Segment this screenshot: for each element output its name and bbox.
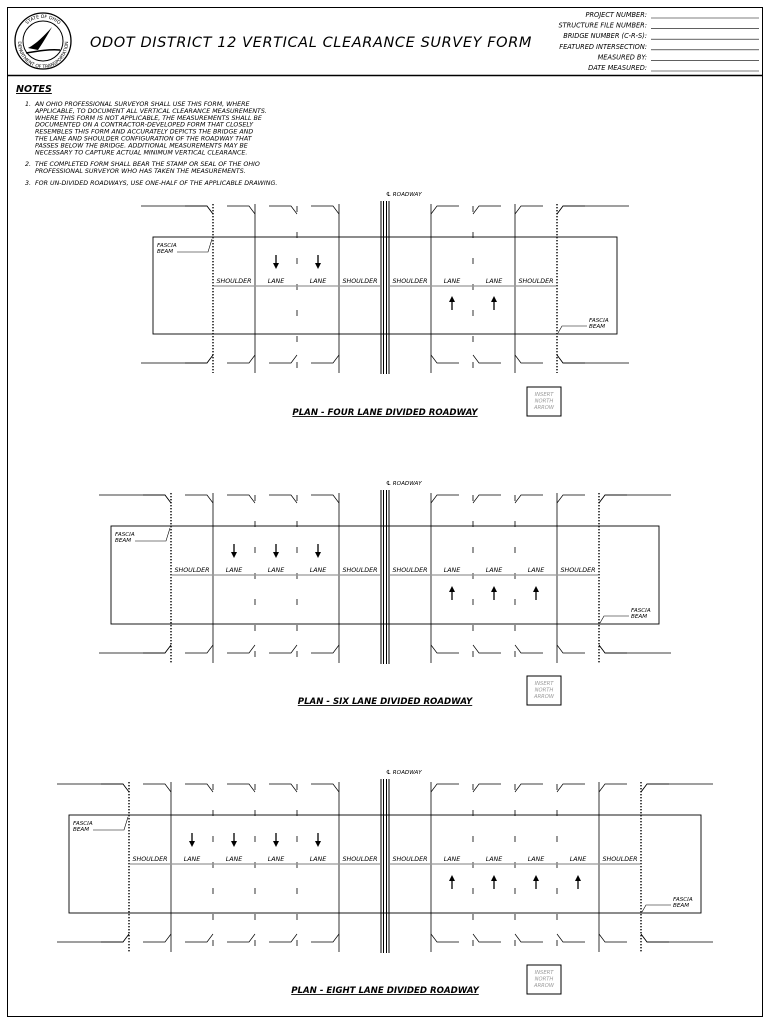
survey-tick-top (473, 206, 501, 214)
survey-tick-bottom (185, 355, 213, 363)
arrow-down-icon (315, 544, 321, 558)
seal-top-text: STATE OF OHIO (25, 14, 61, 26)
header-field-label: MEASURED BY: (597, 53, 647, 62)
survey-tick-top (227, 206, 255, 214)
fascia-beam-label-left (73, 817, 128, 833)
roadway-centerline-label: ℄ ROADWAY (386, 481, 422, 487)
fascia-beam-label-right (600, 608, 651, 623)
survey-tick-bottom (557, 355, 585, 363)
note-number: 3. (25, 180, 32, 187)
survey-tick-bottom (515, 934, 543, 942)
shoulder-label: SHOULDER (392, 567, 428, 574)
survey-tick-bottom (269, 355, 297, 363)
survey-tick-top (311, 784, 339, 792)
arrow-down-icon (231, 544, 237, 558)
shoulder-label: SHOULDER (132, 856, 168, 863)
survey-tick-bottom (143, 934, 171, 942)
arrow-up-icon (533, 875, 539, 889)
arrow-up-icon (449, 296, 455, 310)
survey-tick-bottom (599, 645, 627, 653)
arrow-down-icon (231, 833, 237, 847)
lane-label: LANE (267, 278, 285, 285)
survey-tick-top (515, 495, 543, 503)
arrow-up-icon (575, 875, 581, 889)
note-line: DOCUMENTED ON A CONTRACTOR-DEVELOPED FORM THAT CLOSELY (35, 121, 254, 129)
survey-tick-top (431, 784, 459, 792)
survey-tick-top (269, 495, 297, 503)
plan-drawing (57, 769, 713, 996)
fascia-label-text: FASCIA (157, 243, 177, 249)
survey-tick-top (269, 206, 297, 214)
survey-tick-bottom (99, 645, 171, 653)
shoulder-label: SHOULDER (216, 278, 252, 285)
notes-body (25, 101, 277, 187)
plan-title: PLAN - EIGHT LANE DIVIDED ROADWAY (291, 986, 479, 996)
survey-tick-bottom (143, 645, 171, 653)
notes-heading: NOTES (16, 84, 52, 95)
survey-tick-bottom (269, 645, 297, 653)
lane-label: LANE (267, 567, 285, 574)
survey-tick-top (599, 495, 671, 503)
survey-tick-bottom (515, 645, 543, 653)
survey-tick-bottom (599, 934, 627, 942)
survey-tick-bottom (101, 934, 129, 942)
fascia-label-text: FASCIA (73, 821, 93, 827)
survey-tick-bottom (557, 645, 585, 653)
roadway-centerline-label: ℄ ROADWAY (386, 192, 422, 198)
survey-tick-top (599, 495, 627, 503)
form-title: ODOT DISTRICT 12 VERTICAL CLEARANCE SURVEY FORM (90, 35, 532, 51)
survey-tick-bottom (431, 645, 459, 653)
fascia-label-text: BEAM (631, 614, 648, 620)
note-line: WHERE THIS FORM IS NOT APPLICABLE, THE MEASUREMENTS SHALL BE (35, 114, 262, 122)
lane-label: LANE (443, 278, 461, 285)
note-line: FOR UN-DIVIDED ROADWAYS, USE ONE-HALF OF THE APPLICABLE DRAWING. (35, 180, 278, 187)
survey-tick-bottom (473, 934, 501, 942)
survey-tick-bottom (311, 355, 339, 363)
header-field-label: FEATURED INTERSECTION: (559, 42, 647, 51)
note-line: APPLICABLE, TO DOCUMENT ALL VERTICAL CLEARANCE MEASUREMENTS. (35, 107, 267, 115)
survey-tick-bottom (141, 355, 213, 363)
survey-tick-bottom (185, 934, 213, 942)
survey-tick-bottom (311, 934, 339, 942)
north-arrow-text: INSERT (534, 970, 554, 976)
shoulder-label: SHOULDER (392, 856, 428, 863)
fascia-label-text: BEAM (157, 249, 174, 255)
survey-tick-top (269, 784, 297, 792)
north-arrow-text: ARROW (534, 405, 554, 411)
arrow-up-icon (491, 875, 497, 889)
survey-tick-bottom (599, 645, 671, 653)
lane-label: LANE (309, 856, 327, 863)
north-arrow-text: INSERT (534, 392, 554, 398)
header-fields (558, 11, 759, 72)
note-line: THE COMPLETED FORM SHALL BEAR THE STAMP OR SEAL OF THE OHIO (35, 161, 260, 169)
survey-tick-top (227, 784, 255, 792)
arrow-down-icon (315, 833, 321, 847)
north-arrow-text: ARROW (534, 983, 554, 989)
survey-tick-top (101, 784, 129, 792)
shoulder-label: SHOULDER (392, 278, 428, 285)
lane-label: LANE (225, 856, 243, 863)
survey-tick-bottom (557, 934, 585, 942)
survey-tick-top (473, 495, 501, 503)
survey-tick-top (557, 206, 585, 214)
header-field-label: DATE MEASURED: (588, 64, 647, 72)
fascia-label-text: FASCIA (673, 897, 693, 903)
lane-label: LANE (443, 856, 461, 863)
survey-tick-top (311, 495, 339, 503)
arrow-up-icon (449, 875, 455, 889)
survey-tick-bottom (473, 355, 501, 363)
lane-label: LANE (267, 856, 285, 863)
fascia-label-text: BEAM (673, 903, 690, 909)
plan-drawing (141, 191, 629, 418)
survey-tick-top (143, 784, 171, 792)
arrow-down-icon (273, 833, 279, 847)
fascia-label-text: BEAM (115, 538, 132, 544)
survey-tick-top (311, 206, 339, 214)
north-arrow-text: ARROW (534, 694, 554, 700)
survey-tick-bottom (515, 355, 543, 363)
lane-label: LANE (183, 856, 201, 863)
lane-label: LANE (485, 278, 503, 285)
survey-tick-bottom (557, 355, 629, 363)
header-field-label: STRUCTURE FILE NUMBER: (558, 21, 647, 30)
survey-tick-top (473, 784, 501, 792)
note-number: 2. (25, 161, 32, 169)
survey-tick-top (557, 206, 629, 214)
odot-seal-icon (15, 13, 71, 70)
survey-tick-bottom (57, 934, 129, 942)
shoulder-label: SHOULDER (342, 856, 378, 863)
note-line: PASSES BELOW THE BRIDGE. ADDITIONAL MEASUREMENTS MAY BE (35, 142, 248, 150)
shoulder-label: SHOULDER (602, 856, 638, 863)
note-line: THE LANE AND SHOULDER CONFIGURATION OF THE ROADWAY THAT (35, 135, 252, 143)
fascia-label-text: BEAM (589, 324, 606, 330)
lane-label: LANE (527, 567, 545, 574)
note-line: PROFESSIONAL SURVEYOR WHO HAS TAKEN THE MEASUREMENTS. (35, 168, 246, 176)
fascia-beam-label-right (558, 318, 609, 333)
lane-label: LANE (309, 278, 327, 285)
survey-tick-bottom (431, 934, 459, 942)
lane-label: LANE (443, 567, 461, 574)
survey-tick-bottom (641, 934, 669, 942)
north-arrow-text: NORTH (534, 976, 554, 983)
seal-bottom-text: DEPARTMENT OF TRANSPORTATION (15, 41, 71, 71)
lane-label: LANE (485, 567, 503, 574)
survey-tick-bottom (227, 645, 255, 653)
survey-tick-bottom (185, 645, 213, 653)
survey-tick-top (599, 784, 627, 792)
survey-tick-top (431, 206, 459, 214)
survey-tick-top (185, 784, 213, 792)
survey-tick-top (57, 784, 129, 792)
arrow-up-icon (533, 586, 539, 600)
header-field-label: BRIDGE NUMBER (C-R-S): (563, 32, 647, 41)
north-arrow-placeholder (527, 676, 561, 705)
lane-label: LANE (527, 856, 545, 863)
arrow-up-icon (491, 296, 497, 310)
survey-tick-top (185, 495, 213, 503)
shoulder-label: SHOULDER (342, 567, 378, 574)
arrow-up-icon (449, 586, 455, 600)
survey-tick-top (641, 784, 669, 792)
shoulder-label: SHOULDER (560, 567, 596, 574)
survey-tick-top (227, 495, 255, 503)
arrow-down-icon (315, 255, 321, 269)
note-line: AN OHIO PROFESSIONAL SURVEYOR SHALL USE THIS FORM, WHERE (35, 101, 250, 108)
survey-tick-bottom (311, 645, 339, 653)
lane-label: LANE (569, 856, 587, 863)
header-field-label: PROJECT NUMBER: (585, 11, 647, 19)
fascia-beam-label-left (115, 528, 170, 544)
roadway-centerline-label: ℄ ROADWAY (386, 770, 422, 776)
survey-tick-bottom (641, 934, 713, 942)
fascia-beam-label-right (642, 897, 693, 912)
sheet-border (8, 8, 763, 1017)
survey-tick-bottom (227, 934, 255, 942)
north-arrow-placeholder (527, 387, 561, 416)
north-arrow-text: NORTH (534, 687, 554, 694)
shoulder-label: SHOULDER (342, 278, 378, 285)
survey-tick-top (641, 784, 713, 792)
arrow-down-icon (189, 833, 195, 847)
arrow-up-icon (491, 586, 497, 600)
north-arrow-text: INSERT (534, 681, 554, 687)
lane-label: LANE (309, 567, 327, 574)
fascia-label-text: FASCIA (631, 608, 651, 614)
note-number: 1. (25, 101, 32, 108)
plan-title: PLAN - SIX LANE DIVIDED ROADWAY (297, 697, 473, 707)
north-arrow-text: NORTH (534, 398, 554, 405)
fascia-label-text: FASCIA (589, 318, 609, 324)
shoulder-label: SHOULDER (174, 567, 210, 574)
survey-tick-top (557, 495, 585, 503)
fascia-beam-label-left (157, 239, 212, 255)
north-arrow-placeholder (527, 965, 561, 994)
arrow-down-icon (273, 544, 279, 558)
plans-area (57, 191, 713, 996)
survey-tick-top (143, 495, 171, 503)
lane-label: LANE (225, 567, 243, 574)
survey-tick-top (99, 495, 171, 503)
survey-tick-bottom (227, 355, 255, 363)
survey-tick-top (431, 495, 459, 503)
plan-title: PLAN - FOUR LANE DIVIDED ROADWAY (292, 408, 478, 418)
plan-drawing (99, 480, 671, 707)
survey-tick-top (185, 206, 213, 214)
note-line: RESEMBLES THIS FORM AND ACCURATELY DEPICTS THE BRIDGE AND (35, 128, 254, 136)
survey-tick-bottom (473, 645, 501, 653)
arrow-down-icon (273, 255, 279, 269)
survey-tick-bottom (269, 934, 297, 942)
survey-tick-top (515, 206, 543, 214)
survey-tick-top (141, 206, 213, 214)
fascia-label-text: FASCIA (115, 532, 135, 538)
survey-tick-top (515, 784, 543, 792)
lane-label: LANE (485, 856, 503, 863)
note-line: NECESSARY TO CAPTURE ACTUAL MINIMUM VERTICAL CLEARANCE. (35, 149, 248, 157)
fascia-label-text: BEAM (73, 827, 90, 833)
shoulder-label: SHOULDER (518, 278, 554, 285)
survey-tick-bottom (431, 355, 459, 363)
bridge-deck-outline (153, 237, 617, 334)
survey-tick-top (557, 784, 585, 792)
